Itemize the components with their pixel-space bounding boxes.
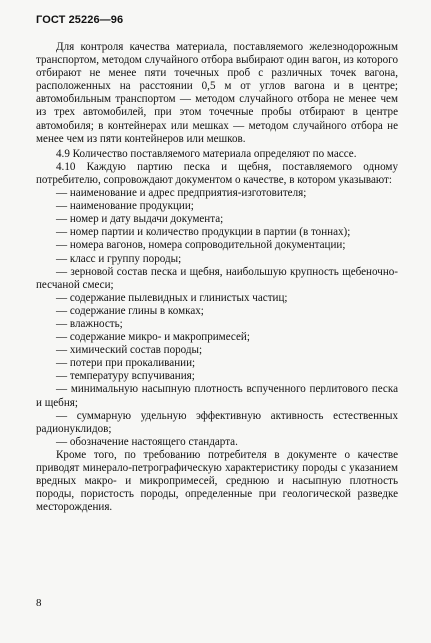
list-item: — номера вагонов, номера сопроводительной документации;: [56, 239, 346, 252]
list-item: — зерновой состав песка и щебня, наибольшую крупность щебеночно-песчаной смеси;: [36, 265, 398, 291]
paragraph-sampling: Для контроля качества материала, поставляемого железнодорожным транспортом, методом случайного отбора выбирают один вагон, из которого отбирают не менее пяти точечных проб с различных точек вагона, расположенных на расстоянии 0,5 м от углов вагона и в центре; автомобильным транспортом — методом случайного отбора не менее чем из трех автомобилей, при этом точечные пробы отбирают в центре автомобиля; в контейнерах или мешках — методом случайного отбора не менее чем из пяти контейнеров или мешков.: [36, 41, 398, 145]
paragraph-4-10: 4.10 Каждую партию песка и щебня, поставляемого одному потребителю, сопровождают документом о качестве, в котором указывают:: [36, 160, 398, 186]
list-item: — химический состав породы;: [56, 344, 203, 357]
list-item: — обозначение настоящего стандарта.: [56, 435, 238, 448]
paragraph-closing: Кроме того, по требованию потребителя в документе о качестве приводят минерало-петрографическую характеристику породы с указанием вредных макро- и микропримесей, среднюю и насыпную плотность породы, пористость породы, определенные при геологической разведке месторождения.: [36, 448, 398, 514]
list-item: — температуру вспучивания;: [56, 370, 195, 383]
list-item: — минимальную насыпную плотность вспученного перлитового песка и щебня;: [36, 383, 398, 409]
list-item: — содержание пылевидных и глинистых частиц;: [56, 291, 288, 304]
standard-header: ГОСТ 25226—96: [36, 14, 124, 26]
list-item: — номер и дату выдачи документа;: [56, 213, 224, 226]
paragraph-4-9: 4.9 Количество поставляемого материала определяют по массе.: [56, 147, 357, 160]
list-item: — суммарную удельную эффективную активность естественных радионуклидов;: [36, 409, 398, 435]
list-item: — номер партии и количество продукции в партии (в тоннах);: [56, 226, 351, 239]
list-item: — класс и группу породы;: [56, 252, 182, 265]
list-item: — потери при прокаливании;: [56, 357, 196, 370]
document-body: [36, 41, 398, 514]
list-item: — содержание микро- и макропримесей;: [56, 331, 250, 344]
page-number: 8: [36, 597, 42, 609]
list-item: — содержание глины в комках;: [56, 304, 204, 317]
list-item: — наименование и адрес предприятия-изготовителя;: [56, 187, 307, 200]
list-item: — наименование продукции;: [56, 200, 194, 213]
list-item: — влажность;: [56, 317, 123, 330]
